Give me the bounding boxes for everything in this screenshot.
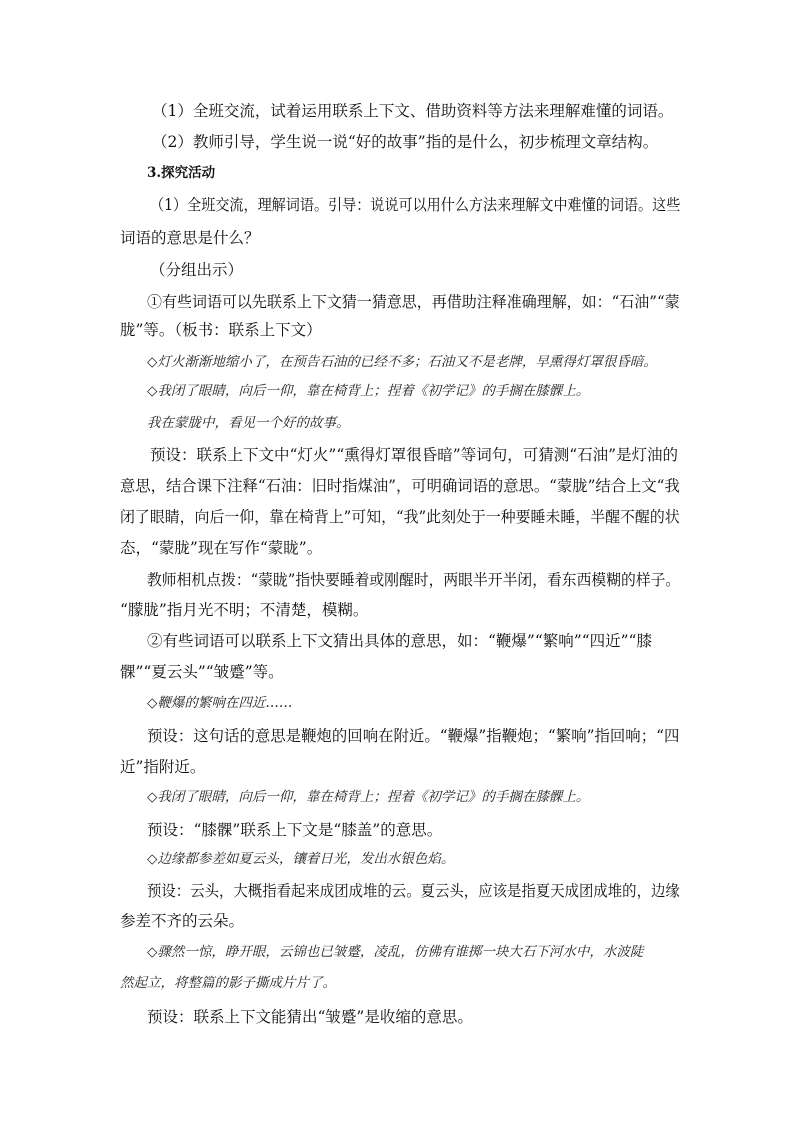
paragraph-line: 髁”“夏云头”“皱蹙”等。 <box>120 663 284 681</box>
section-heading: 3.探究活动 <box>147 165 216 181</box>
quote-line: ◇灯火渐渐地缩小了，在预告石油的已经不多；石油又不是老牌，早熏得灯罩很昏暗。 <box>147 354 657 370</box>
quote-line: ◇骤然一惊，睁开眼，云锦也已皱蹙，凌乱，仿佛有谁掷一块大石下河水中，水波陡 <box>147 944 644 960</box>
paragraph-line: 预设：联系上下文能猜出“皱蹙”是收缩的意思。 <box>147 1008 473 1026</box>
paragraph-line: 预设：云头，大概指看起来成团成堆的云。夏云头，应该是指夏天成团成堆的，边缘 <box>147 882 680 900</box>
paragraph-line: 教师相机点拨：“蒙眬”指快要睡着或刚醒时，两眼半开半闭，看东西模糊的样子。 <box>147 571 681 589</box>
paragraph-line: （1）全班交流，试着运用联系上下文、借助资料等方法来理解难懂的词语。 <box>152 102 674 120</box>
paragraph-line: ①有些词语可以先联系上下文猜一猜意思，再借助注释准确理解，如：“石油”“蒙 <box>147 293 680 311</box>
paragraph-line: 参差不齐的云朵。 <box>120 912 245 930</box>
quote-line: 我在蒙胧中，看见一个好的故事。 <box>147 415 350 431</box>
paragraph-line: （2）教师引导，学生说一说“好的故事”指的是什么，初步梳理文章结构。 <box>152 133 659 151</box>
paragraph-line: （分组出示） <box>150 261 244 279</box>
paragraph-line: 预设：“膝髁”联系上下文是“膝盖”的意思。 <box>147 821 443 839</box>
paragraph-line: ②有些词语可以联系上下文猜出具体的意思，如：“鞭爆”“繁响”“四近”“膝 <box>147 632 652 650</box>
paragraph-line: 词语的意思是什么？ <box>120 229 260 247</box>
paragraph-line: 闭了眼睛，向后一仰，靠在椅背上”可知，“我”此刻处于一种要睡未睡，半醒不醒的状 <box>120 508 680 526</box>
quote-line: ◇我闭了眼睛，向后一仰，靠在椅背上；捏着《初学记》的手搁在膝髁上。 <box>147 383 590 399</box>
paragraph-line: 态，“蒙胧”现在写作“蒙眬”。 <box>120 539 323 557</box>
quote-line: ◇我闭了眼睛，向后一仰，靠在椅背上；捏着《初学记》的手搁在膝髁上。 <box>147 789 590 805</box>
paragraph-line: “朦胧”指月光不明；不清楚，模糊。 <box>120 601 369 619</box>
paragraph-line: 预设：联系上下文中“灯火”“熏得灯罩很昏暗”等词句，可猜测“石油”是灯油的 <box>150 446 679 464</box>
paragraph-line: 胧”等。（板书：联系上下文） <box>120 321 322 339</box>
paragraph-line: （1）全班交流，理解词语。引导：说说可以用什么方法来理解文中难懂的词语。这些 <box>150 196 681 214</box>
paragraph-line: 预设：这句话的意思是鞭炮的回响在附近。“鞭爆”指鞭炮；“繁响”指回响；“四 <box>147 727 680 745</box>
quote-line: ◇鞭爆的繁响在四近…… <box>147 695 293 711</box>
paragraph-line: 意思，结合课下注释“石油：旧时指煤油”，可明确词语的意思。“蒙胧”结合上文“我 <box>120 477 680 495</box>
quote-line: 然起立，将整篇的影子撕成片片了。 <box>120 975 336 991</box>
quote-line: ◇边缘都参差如夏云头，镶着日光，发出水银色焰。 <box>147 851 455 867</box>
paragraph-line: 近”指附近。 <box>120 758 206 776</box>
